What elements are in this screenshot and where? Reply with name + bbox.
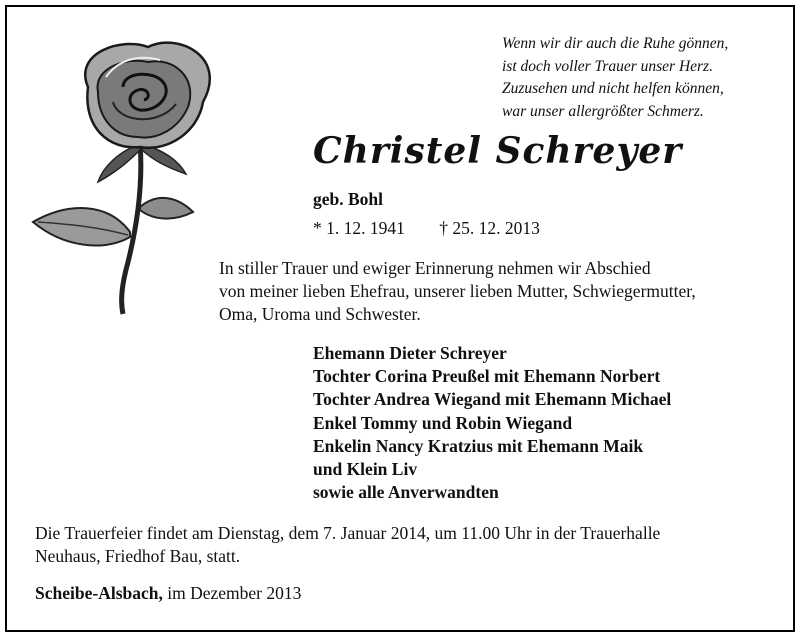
birth-date: * 1. 12. 1941 (313, 218, 405, 238)
poem-line: Zuzusehen und nicht helfen können, (502, 80, 724, 97)
maiden-name: geb. Bohl (313, 189, 384, 209)
death-date: † 25. 12. 2013 (439, 218, 540, 238)
mourner-item: Tochter Corina Preußel mit Ehemann Norbert (313, 366, 661, 387)
poem-line: ist doch voller Trauer unser Herz. (502, 57, 713, 75)
deceased-name: Christel Schreyer (313, 130, 683, 172)
farewell-message (219, 257, 696, 326)
poem-line: war unser allergrößter Schmerz. (502, 102, 704, 120)
message-line: In stiller Trauer und ewiger Erinnerung nehmen wir Abschied (219, 258, 651, 278)
mourner-item: sowie alle Anverwandten (313, 482, 499, 503)
mourner-item: Enkel Tommy und Robin Wiegand (313, 412, 573, 433)
place-date (35, 583, 301, 604)
mourner-item: Enkelin Nancy Kratzius mit Ehemann Maik (313, 435, 644, 456)
service-line: Neuhaus, Friedhof Bau, statt. (35, 546, 241, 566)
place-town: Scheibe-Alsbach, (35, 583, 163, 603)
message-line: von meiner lieben Ehefrau, unserer lieben Mutter, Schwiegermutter, (219, 281, 696, 301)
mourner-item: Tochter Andrea Wiegand mit Ehemann Michael (313, 389, 672, 410)
mourner-item: Ehemann Dieter Schreyer (313, 343, 507, 363)
funeral-service-info (35, 522, 660, 568)
place-month: im Dezember 2013 (167, 583, 302, 603)
service-line: Die Trauerfeier findet am Dienstag, dem 7. Januar 2014, um 11.00 Uhr in der Trauerhalle (35, 523, 661, 543)
rose-icon (28, 32, 243, 317)
poem-line: Wenn wir dir auch die Ruhe gönnen, (502, 35, 729, 52)
life-dates (313, 218, 540, 239)
mourner-item: und Klein Liv (313, 459, 418, 480)
poem (502, 33, 792, 123)
mourners-list (313, 342, 671, 504)
message-line: Oma, Uroma und Schwester. (219, 304, 421, 324)
